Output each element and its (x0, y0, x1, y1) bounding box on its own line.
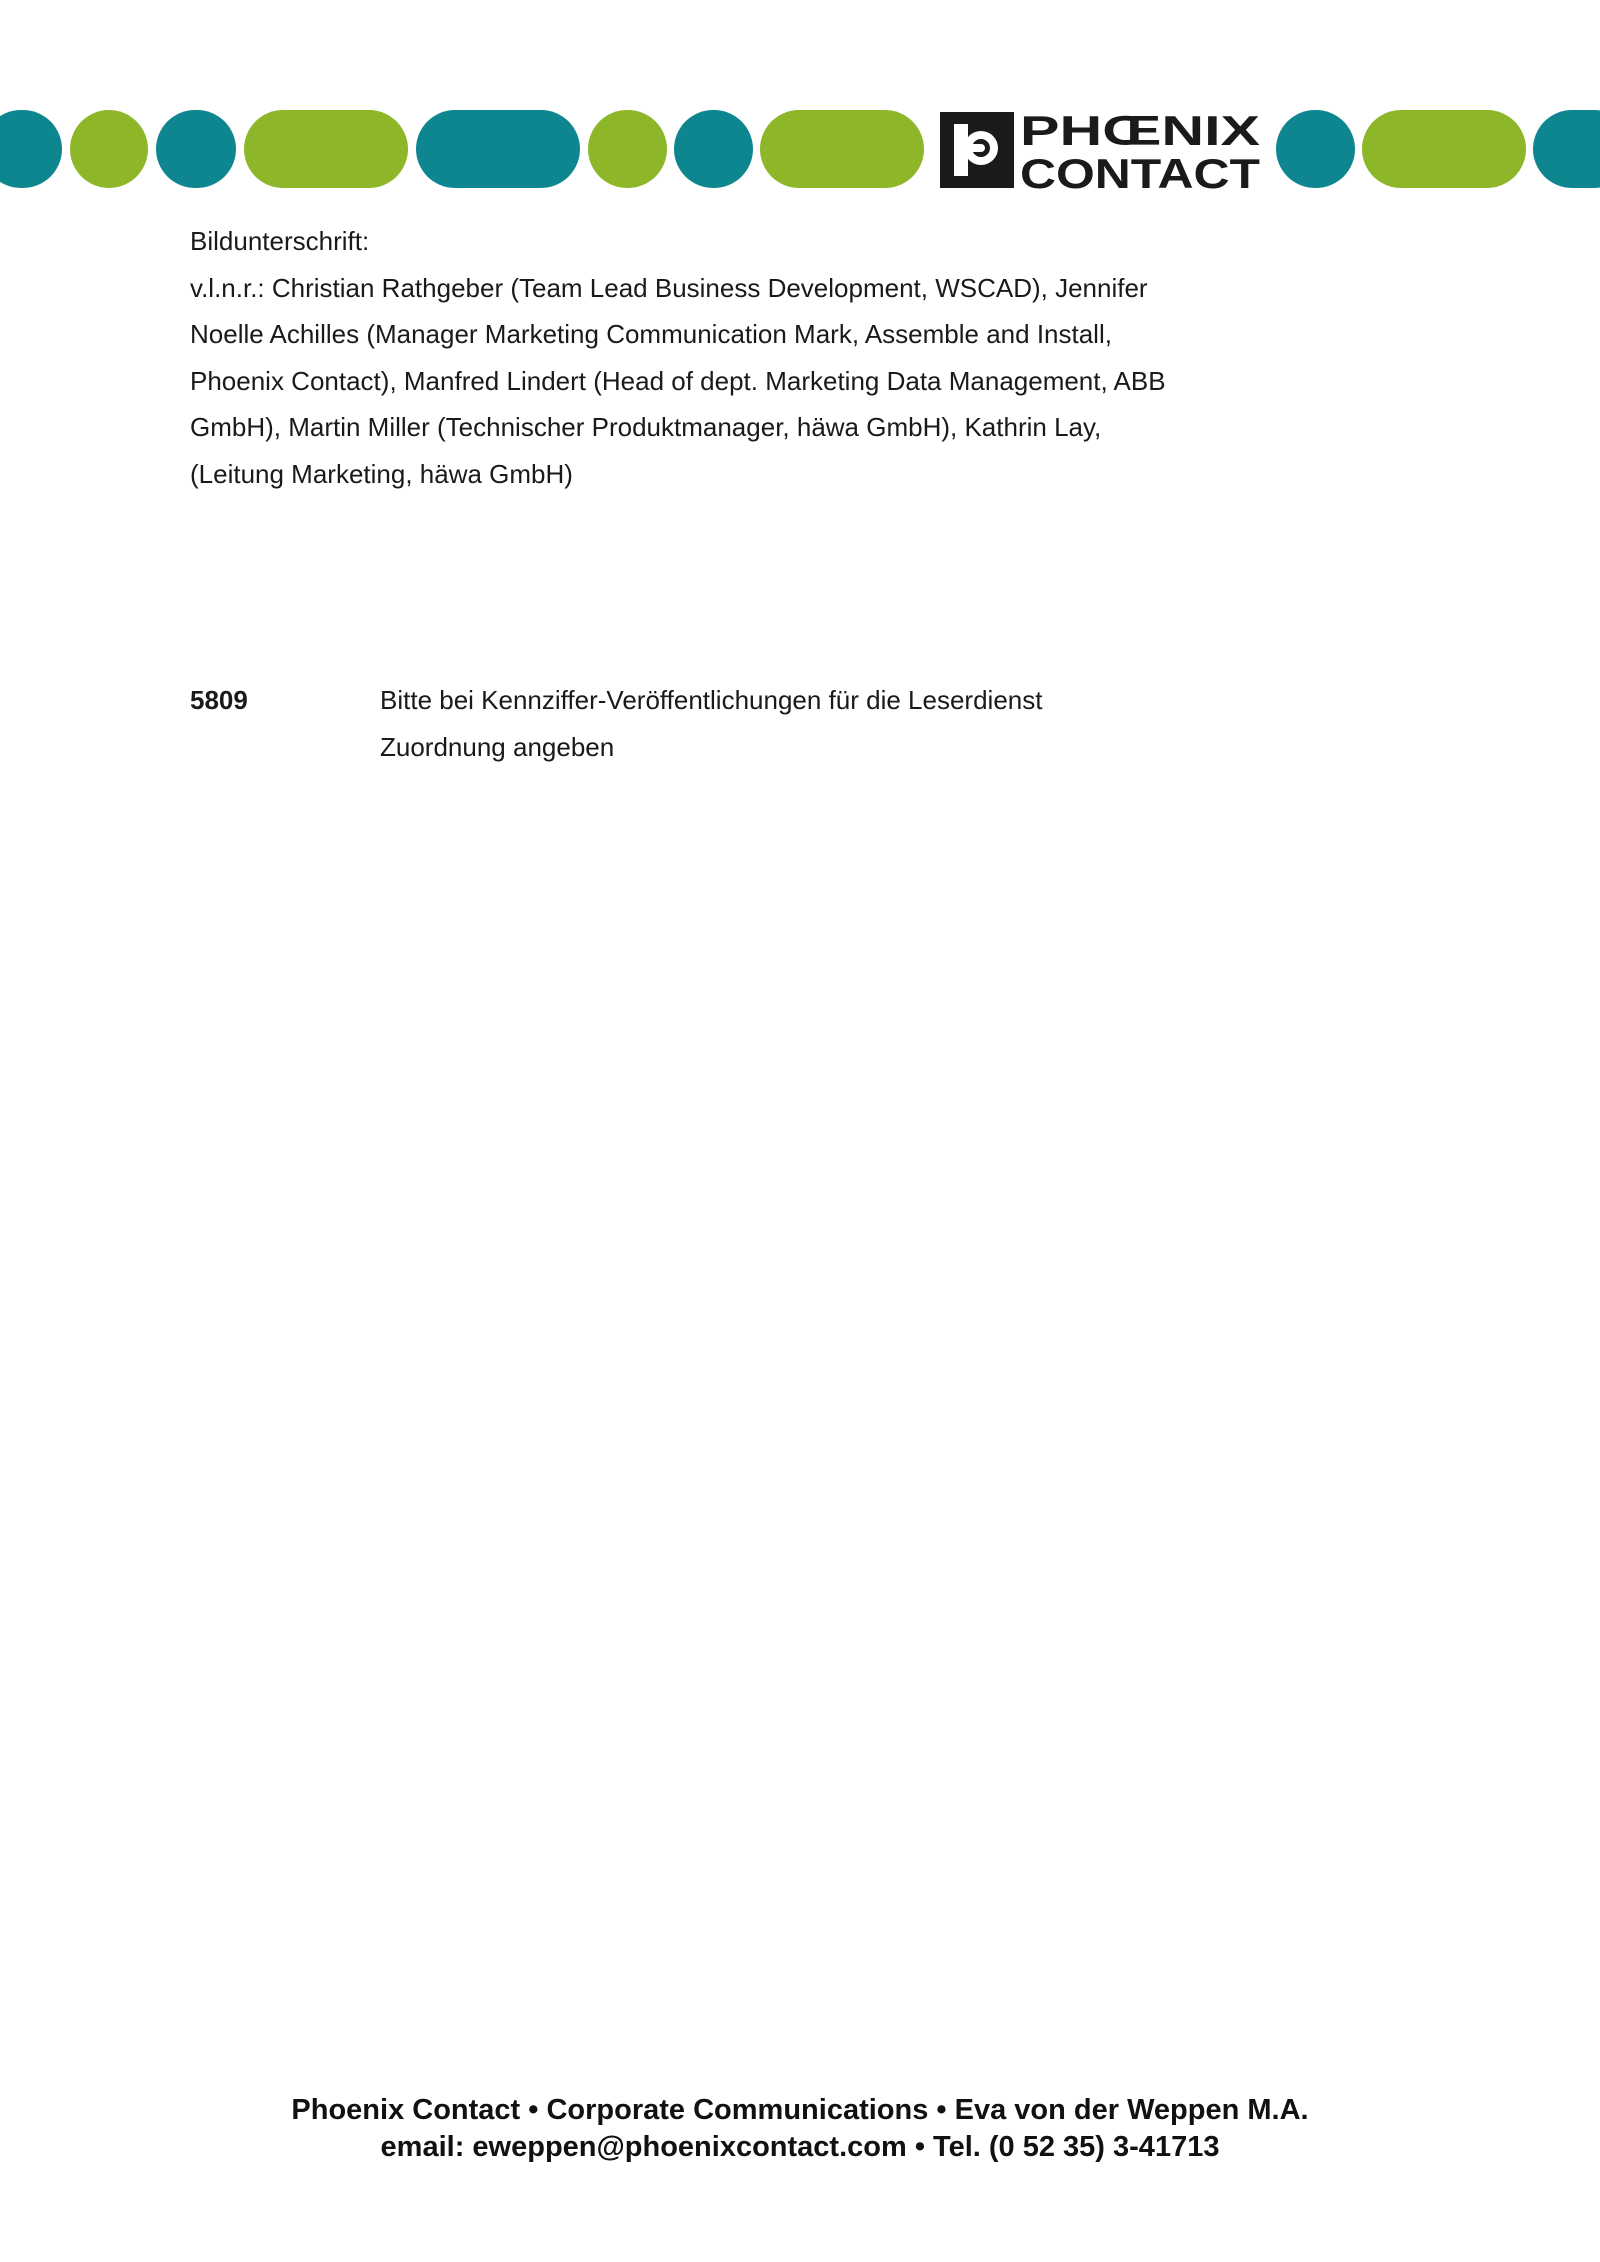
teal-dot (674, 110, 753, 188)
footer-line-contact: email: eweppen@phoenixcontact.com • Tel. (0 52 35) 3-41713 (380, 2131, 1220, 2163)
image-caption (190, 218, 1250, 497)
reference-instruction (380, 677, 1280, 770)
contact-footer (0, 2092, 1600, 2166)
teal-dot (1533, 110, 1600, 188)
green-pill (244, 110, 408, 188)
green-pill (760, 110, 924, 188)
caption-line: Phoenix Contact), Manfred Lindert (Head of dept. Marketing Data Management, ABB (190, 365, 1166, 396)
caption-line: (Leitung Marketing, häwa GmbH) (190, 458, 573, 489)
teal-dot (156, 110, 236, 188)
green-dot (70, 110, 148, 188)
caption-line: GmbH), Martin Miller (Technischer Produktmanager, häwa GmbH), Kathrin Lay, (190, 412, 1102, 442)
teal-dot (0, 110, 62, 188)
logo-text-line1: PHŒNIX (1020, 108, 1260, 154)
decorative-dots (0, 110, 1600, 188)
caption-line: v.l.n.r.: Christian Rathgeber (Team Lead Business Development, WSCAD), Jennifer (190, 272, 1148, 303)
caption-line: Noelle Achilles (Manager Marketing Communication Mark, Assemble and Install, (190, 319, 1112, 349)
reference-number: 5809 (190, 685, 248, 715)
teal-dot (1276, 110, 1355, 188)
header-banner (0, 108, 1600, 190)
instruction-line: Bitte bei Kennziffer-Veröffentlichungen für die Leserdienst (380, 685, 1043, 715)
green-dot (588, 110, 667, 188)
teal-pill (416, 110, 580, 188)
green-pill (1362, 110, 1526, 188)
caption-heading: Bildunterschrift: (190, 226, 370, 256)
logo-text-line2: CONTACT (1020, 150, 1261, 190)
footer-line-company: Phoenix Contact • Corporate Communications • Eva von der Weppen M.A. (291, 2094, 1309, 2126)
phoenix-contact-logo (940, 108, 1260, 190)
instruction-line: Zuordnung angeben (380, 731, 615, 762)
